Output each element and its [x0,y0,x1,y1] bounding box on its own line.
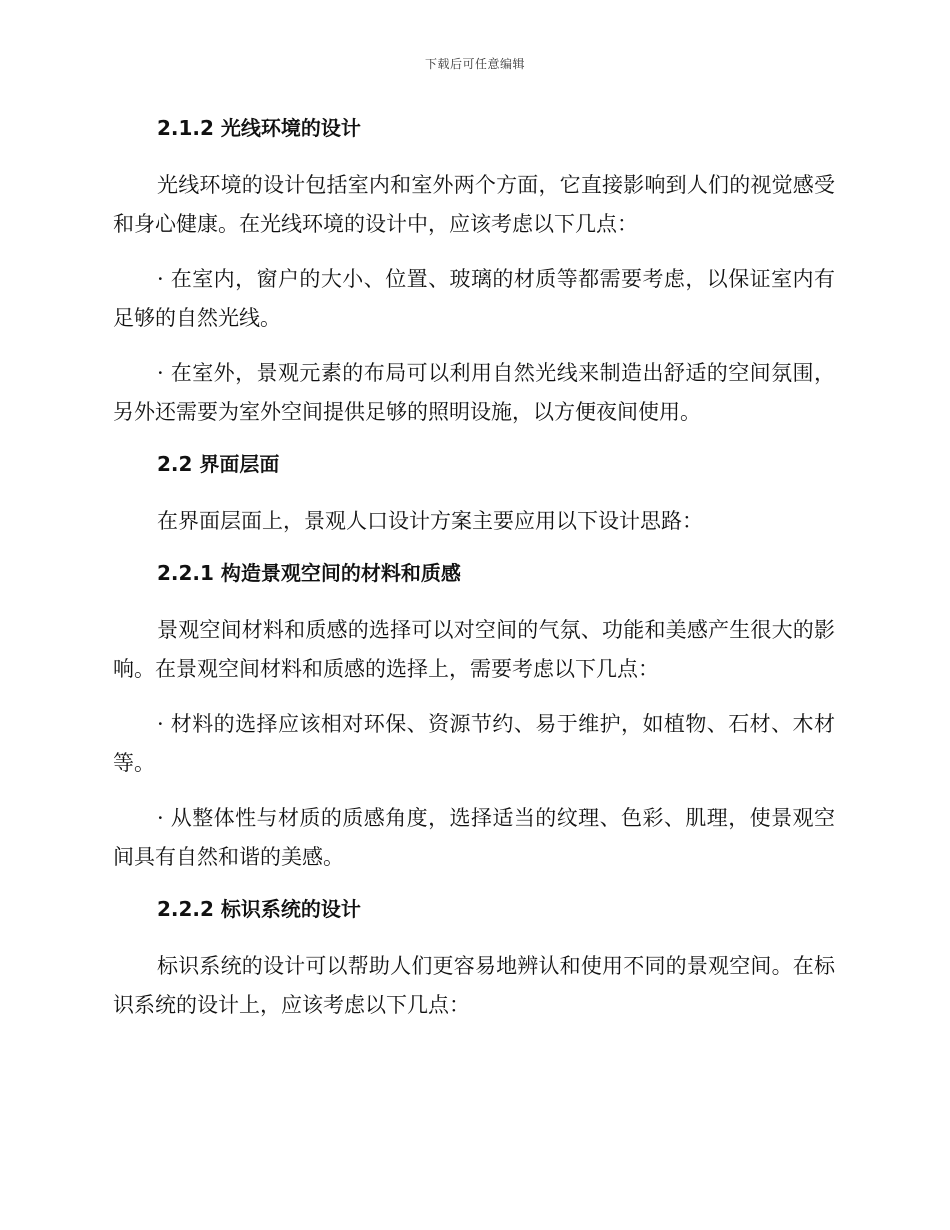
bullet-indoor-lighting: · 在室内，窗户的大小、位置、玻璃的材质等都需要考虑，以保证室内有足够的自然光线。 [113,267,835,330]
section-heading-2-1-2: 2.1.2 光线环境的设计 [157,116,361,140]
section-heading-2-2-1: 2.2.1 构造景观空间的材料和质感 [157,561,461,585]
page-header-note: 下载后可任意编辑 [424,57,525,71]
paragraph-materials-intro: 景观空间材料和质感的选择可以对空间的气氛、功能和美感产生很大的影响。在景观空间材料和质感的选择上，需要考虑以下几点： [113,618,835,681]
section-heading-2-2: 2.2 界面层面 [157,452,280,476]
bullet-texture-selection: · 从整体性与材质的质感角度，选择适当的纹理、色彩、肌理，使景观空间具有自然和谐的美感。 [113,806,835,869]
paragraph-interface-intro: 在界面层面上，景观人口设计方案主要应用以下设计思路： [157,509,703,533]
document-body [113,112,835,1041]
bullet-outdoor-lighting: · 在室外，景观元素的布局可以利用自然光线来制造出舒适的空间氛围，另外还需要为室外空间提供足够的照明设施，以方便夜间使用。 [113,361,835,424]
paragraph-signage-intro: 标识系统的设计可以帮助人们更容易地辨认和使用不同的景观空间。在标识系统的设计上，应该考虑以下几点： [113,954,835,1017]
paragraph-lighting-intro: 光线环境的设计包括室内和室外两个方面，它直接影响到人们的视觉感受和身心健康。在光线环境的设计中，应该考虑以下几点： [113,173,835,236]
bullet-material-selection: · 材料的选择应该相对环保、资源节约、易于维护，如植物、石材、木材等。 [113,712,835,775]
section-heading-2-2-2: 2.2.2 标识系统的设计 [157,897,361,921]
